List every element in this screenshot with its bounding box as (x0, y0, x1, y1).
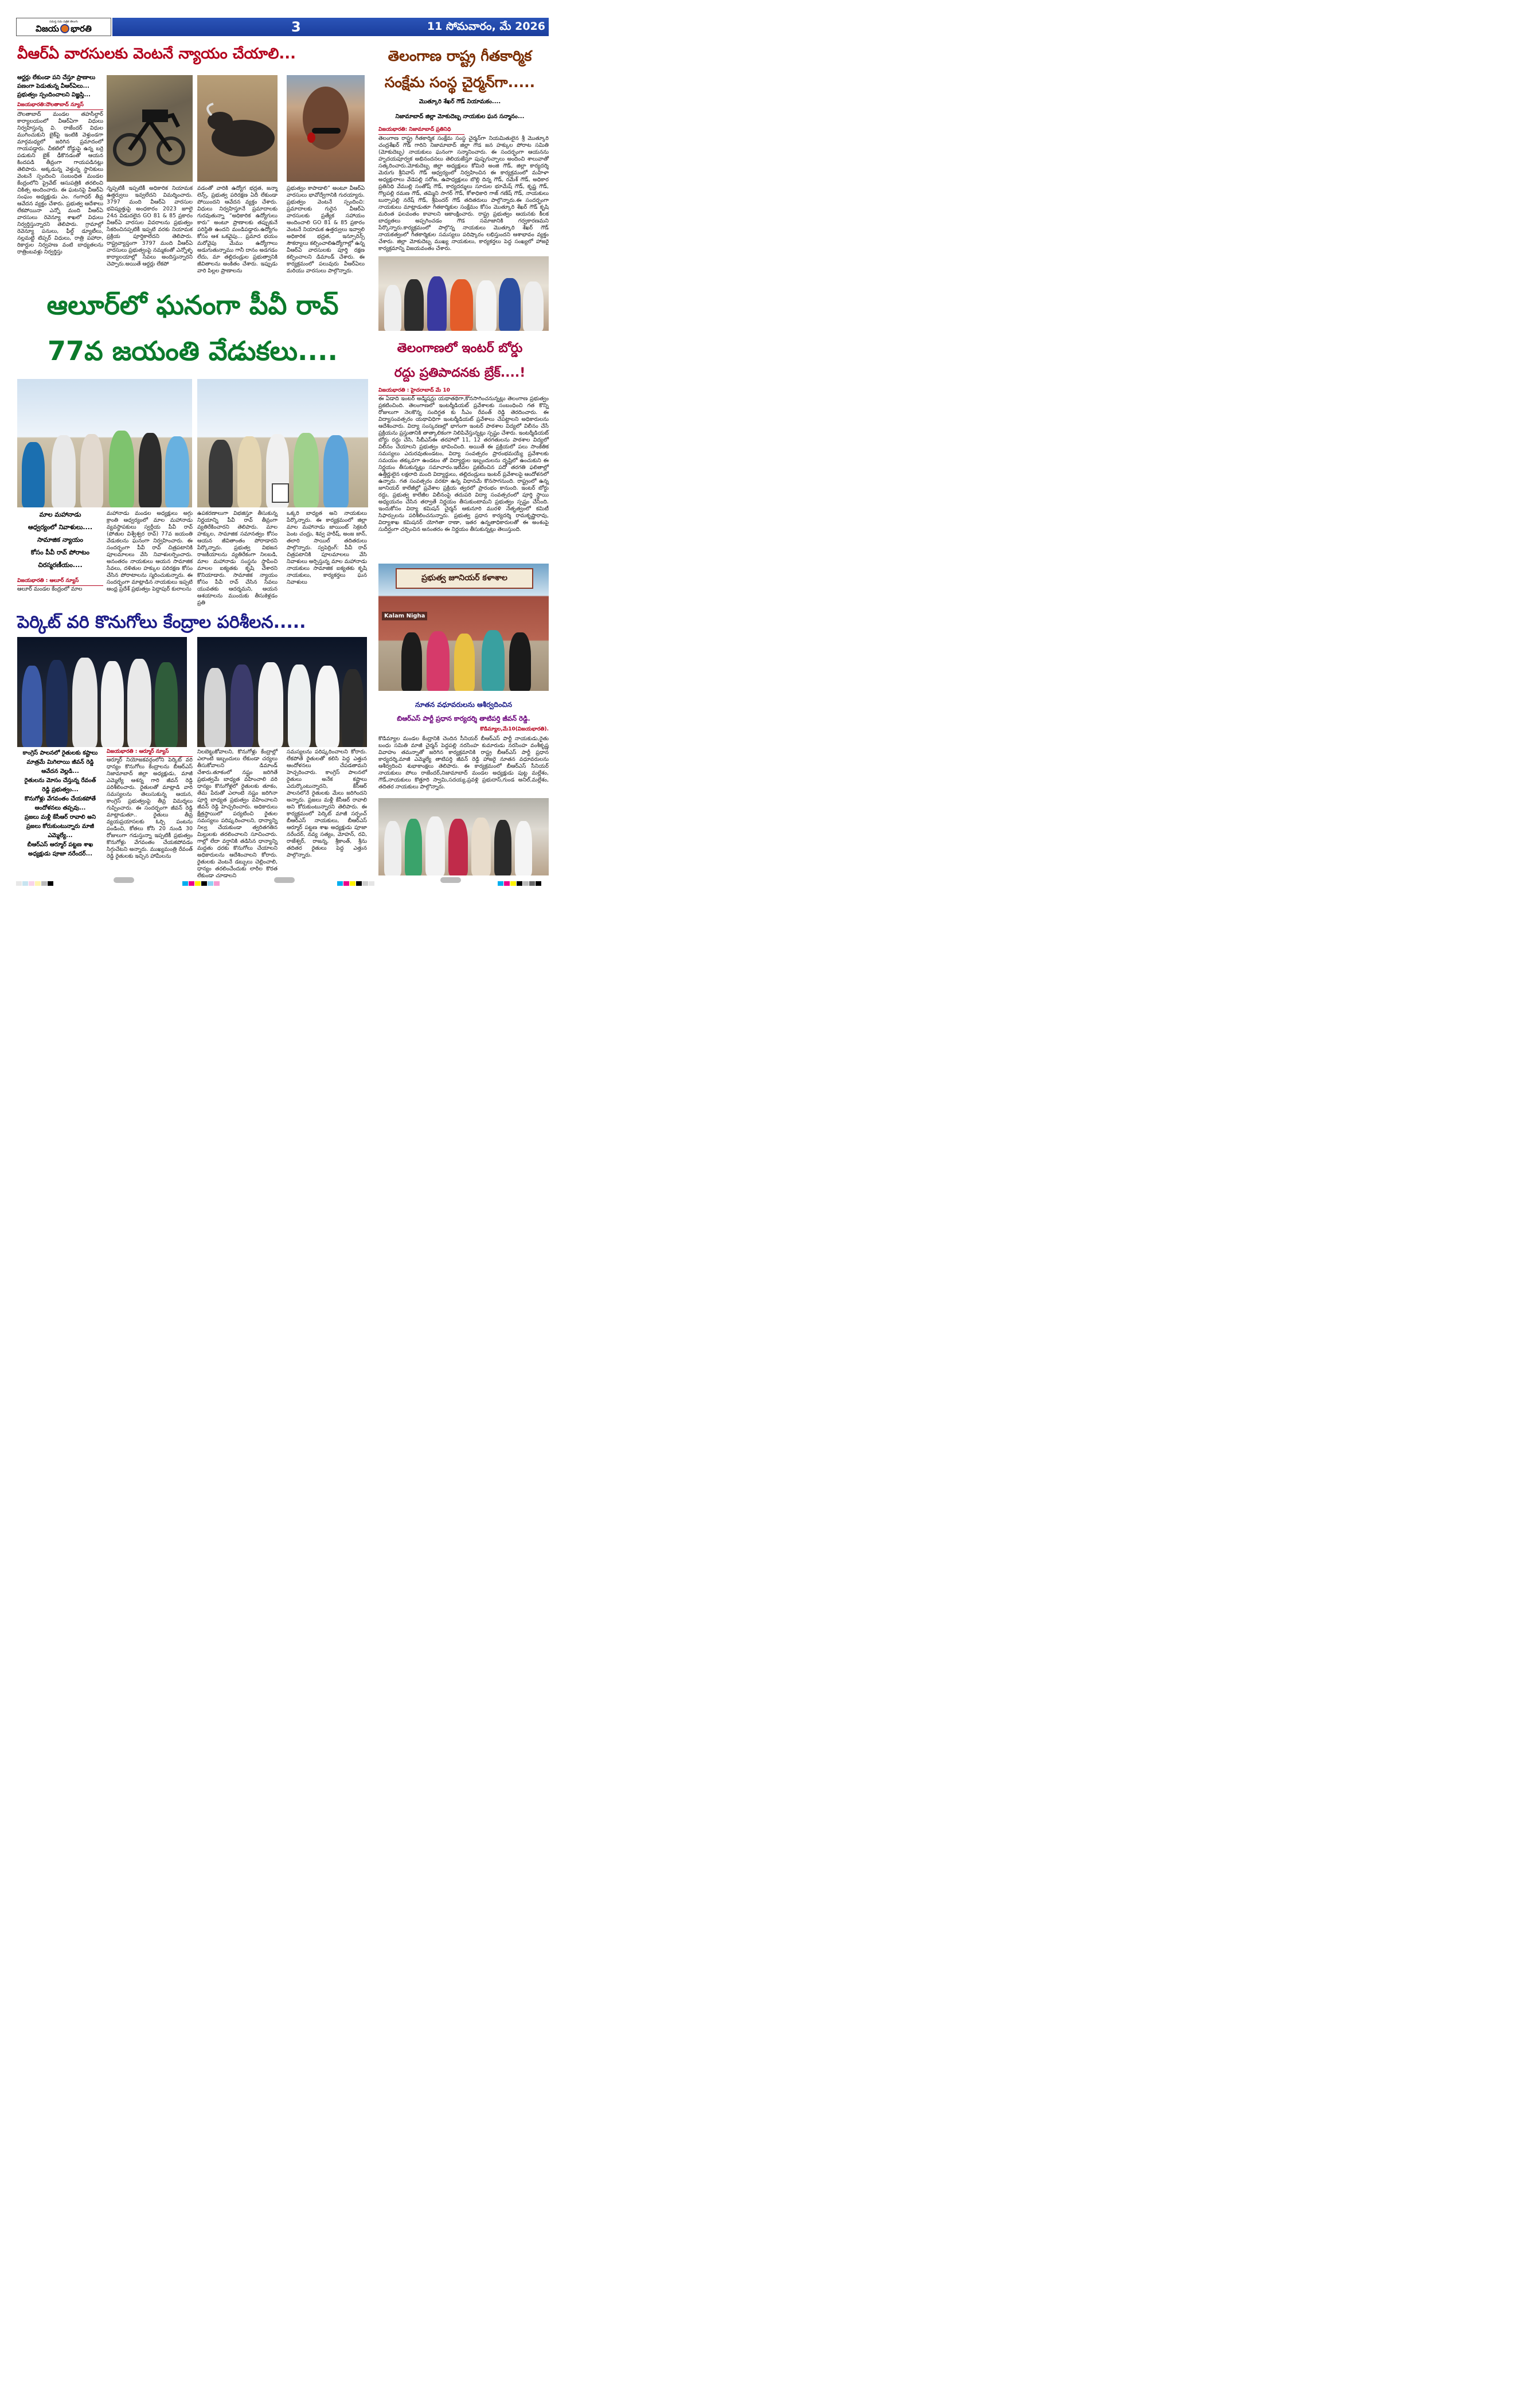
pv-photo-1 (17, 379, 192, 507)
vra-col-2: న్నప్పటికీ ఇప్పటికీ అధికారిక నియామక ఉత్తర్వులు ఇవ్వలేదని విమర్శించారు. 3797 మంది వీఆర్ఏ వారసుల భవిష్యత్తుపై అంధకారం 2023 జూలై 24న విడుదలైన GO 81 & 85 ప్రకారం వీఆర్ఏ వారసుల వివరాలను ప్రభుత్వం సేకరించినప్పటికీ ఇప్పటి వరకు నియామక ప్రక్రియ పూర్తికాలేదని తెలిపారు. రాష్ట్రవ్యాప్తంగా 3797 మంది వీఆర్ఏ వారసులు ప్రభుత్వంపై నమ్మకంతో ఎన్నోళ్ళ కార్యాలయాల్లో సేవలు అందిస్తున్నారని చెప్పారు.అయితే ఆర్డర్లు లేకపో (107, 185, 193, 267)
paddy-subhead-9: ప్రజలు కోరుకుంటున్నారు మాజీ (26, 823, 95, 830)
college-sign: ప్రభుత్వ జూనియర్ కళాశాల (396, 568, 533, 589)
wedding-photo-couple (378, 798, 549, 875)
wedding-caption-1: నూతన వధూవరులను ఆశీర్వదించిన (415, 701, 513, 709)
issue-date: 11 సోమవారం, మే 2026 (427, 20, 545, 33)
pv-headline-2: 77వ జయంతి వేడుకలు.... (48, 335, 338, 366)
wedding-caption-2: బిఆర్ఎస్ పార్టీ ప్రధాన కార్యదర్శి తాటిపర్తి జీవన్ రెడ్డి. (397, 714, 530, 722)
paddy-subhead-4: రైతులను మోసం చేస్తున్న రేవంత్ (24, 777, 96, 784)
geetha-subhead-1: మొత్కూరి శేఖర్ గౌడ్ నియామకం.... (419, 99, 501, 105)
paddy-subhead-7: ఆందోళనలు తప్పవు... (34, 805, 86, 811)
inter-credit: విజయభారతి : హైదరాబాద్ మే 10 (378, 388, 470, 396)
vra-col-1: దౌలతాబాద్ మండల తహసీల్దార్ కార్యాలయంలో వీఆర్ఏగా విధులు నిర్వహిస్తున్న వి. రాజేందర్ విధుల ముగించుకుని బైక్‌పై ఇంటికి వెళ్తుండగా మార్గమధ్యలో జరిగిన ప్రమాదంలో గాయపడ్డారు. చీకటిలో రోడ్డుపై ఉన్న బర్రె పడుకుని బైక్ ఢీకొనడంతో ఆయన కిందపడి తీవ్రంగా గాయపడినట్లు తెలిపారు. అక్కడున్న వెళ్తున్న స్థానికులు వెంటనే స్పందించి సంబంధిత మండల కేంద్రంలోని ప్రైవేట్ ఆసుపత్రికి తరలించి చికిత్స అందించారు. ఈ ఘటనపై వీఆర్ఏ సంఘం అధ్యక్షుడు ఎం. గంగాధర్ తీవ్ర ఆవేదన వ్యక్తం చేశారు. ప్రభుత్వ ఆదేశాలు లేకపోయినా ఎన్నో మంది వీఆర్ఏ వారసులు రెవెన్యూ శాఖలో విధులు నిర్వర్తిస్తున్నారని తెలిపారు. గ్రామాల్లో రెవెన్యూ పనులు, ఫీల్డ్ డ్యూటీలు, నల్లమట్టి టిప్పర్ విధులు, రాత్రి పహారా, రికార్డుల నిర్వహణ వంటి బాధ్యతలను రాత్రింబవళ్లు నిర్వర్తిస్తు (17, 111, 103, 255)
pv-subhead-4: కోసం పీవీ రావ్ పోరాటం (30, 549, 90, 556)
buffalo-icon (197, 75, 278, 182)
paddy-col-2: నిలబెట్టుకోవాలని, కొనుగోళ్లు కేంద్రాల్లో ఎలాంటి ఇబ్బందులు లేకుండా చర్యలు తీసుకోవాలని డిమాండ్ చేశారు.తూకంలో నష్టం జరిగితే ప్రభుత్వమే బాధ్యత వహించాలి వరి ధాన్యం కొనుగోళ్లలో రైతులకు తూకం, తేమ పేరుతో ఎలాంటి నష్టం జరిగినా పూర్తి బాధ్యత ప్రభుత్వం వహించాలని జీవన్ రెడ్డి హెచ్చరించారు. అధికారులు క్షేత్రస్థాయిలో పర్యటించి రైతుల సమస్యలు పరిష్కరించాలని, ధాన్యాన్ని నిల్వ చేయకుండా త్వరితగతిన మిల్లులకు తరలించాలని సూచించారు. గాల్లో లేదా వర్షానికి తడిసిన ధాన్యాన్ని మద్దతు ధరకు కొనుగోలు చేయాలని అధికారులను ఆదేశించాలని కోరారు. రైతులకు వెంటనే డబ్బులు చెల్లించాలి, ధాన్యం తరలించేందుకు లారీల కొరత లేకుండా చూడాలని (197, 749, 278, 879)
logo-name (36, 24, 92, 34)
paddy-subhead-3: ఆవేదన వెల్లడి... (41, 768, 79, 775)
vra-col-3: వడంతో వారికి ఉద్యోగ భద్రత, జన్మా లెన్స్, ప్రభుత్వ పరిరక్షణ ఏదీ లేకుండా పోయిందని ఆవేదన వ్యక్తం చేశారు. విధులు నిర్వహిస్తూనే ప్రమాదాలకు గురవుతున్నా “అధికారిక ఉద్యోగులు కారు” అంటూ ప్రాణాలకు తప్పుకునే పరిస్థితి ఉందని మండిపడ్డారు.ఉద్యోగం కోసం ఆశ ఒకవైపు... ప్రమాద భయం మరోవైపు మేము ఉద్యోగాలు అడుగుతున్నాము గానీ దానం అడగడం లేదు, మా తల్లిదండ్రుల ప్రభుత్వానికి జీవితాలను అంకితం చేశారు. ఇప్పుడు వారి పిల్లల ప్రాణాలను (197, 185, 278, 274)
pv-col-1: ఆలూర్ మండల కేంద్రంలో మాల (17, 586, 83, 592)
inter-headline-2: రద్దు ప్రతిపాదనకు బ్రేక్....! (394, 366, 526, 380)
pv-subheads (17, 509, 103, 572)
geetha-photo-felicitation (378, 256, 549, 331)
geetha-subhead-2: నిజామాబాద్ జిల్లా మోకుదెబ్బ నాయకుల ఘన సన్మానం... (395, 114, 525, 120)
paddy-subhead-10: ఎమ్మెల్యే... (48, 832, 73, 839)
pv-photo-2 (197, 379, 368, 507)
vra-subhead-1: ఆర్డర్లు లేకుండా పని చేస్తూ ప్రాణాలు (17, 75, 96, 81)
newspaper-logo (16, 18, 111, 36)
wedding-credit: కొడిమ్యాల,మే10(విజయభారతి). (480, 726, 549, 732)
logo-name-left: విజయ (36, 24, 60, 34)
logo-emblem-icon (60, 24, 69, 33)
paddy-headline: పెర్కిట్ వరి కొనుగోలు కేంద్రాల పరిశీలన..... (17, 612, 306, 632)
vra-subhead-2: పణంగా పెడుతున్న వీఆర్ఏలు... (17, 83, 89, 89)
vra-photo-injured-man (287, 75, 365, 182)
vra-subheads (17, 73, 103, 99)
logo-name-right: భారతి (71, 24, 92, 34)
paddy-photo-1 (17, 637, 187, 747)
vra-col-4: ప్రభుత్వం కాపాడాలి” అంటూ వీఆర్ఏ వారసులు భావోద్వేగానికి గురయ్యారు. ప్రభుత్వం వెంటనే స్పందించి: ప్రమాదాలకు గురైన వీఆర్ఏ వారసులకు ప్రత్యేక సహాయం అందించాలి GO 81 & 85 ప్రకారం వెంటనే నియామక ఉత్తర్వులు ఇవ్వాలి అధికారిక భద్రత, ఇన్సూరెన్స్ సౌకర్యాలు కల్పించాలిఉద్యోగాల్లో ఉన్న వీఆర్ఏ వారసులకు పూర్తి రక్షణ కల్పించాలని డిమాండ్ చేశారు. ఈ కార్యక్రమంలో పలువురు వీఆర్ఏలు మరియు వారసులు పాల్గొన్నారు. (287, 185, 365, 274)
vra-photo-bike (107, 75, 193, 182)
paddy-subhead-11: బీఆర్ఎస్ ఆర్మూర్ పట్టణ శాఖ (27, 842, 93, 848)
geetha-body: తెలంగాణ రాష్ట్ర గీతకార్మిక సంక్షేమ సంస్థ చైర్మన్‌గా నియమితులైన శ్రీ మొత్కూరి చంద్రశేఖర్ గౌడ్ గారిని నిజామాబాద్ జిల్లా గౌడ జన హక్కుల పోరాట సమితి (మోకుదెబ్బ) నాయకులు ఘనంగా సన్మానించారు. ఈ సందర్భంగా ఆయనను హృదయపూర్వక అభినందనలు తెలియజేస్తూ పుష్పగుచ్ఛాలు అందించి శాలువాతో సత్కరించారు.మోకుదెబ్బ జిల్లా అధ్యక్షులు కోమిరె అంజి గౌడ్, జిల్లా కార్యదర్శి మెరుగు శ్రీనివాస్ గౌడ్ ఆధ్వర్యంలో నిర్వహించిన ఈ కార్యక్రమంలో మహిళా అధ్యక్షురాలు వేడెపల్లి సరోజ, ఉపాధ్యక్షులు బొల్లి దిన్న గౌడ్, రమేశ్ గౌడ్, అధికార ప్రతినిధి వేముల్లి సంతోష్ గౌడ్, కార్యదర్శులు సూదుల భూమేష్ గౌడ్, కృష్ణ గౌడ్, గొల్లపల్లి రమణ గౌడ్, తమ్మిని సాగర్ గౌడ్, కోశాధికారి గాజ్ గణేష్ గౌడ్, నాయకులు బుర్సాపల్లి నరేష్ గౌడ్, శ్రీపెందర్ గౌడ్ తదితరులు పాల్గొన్నారు.ఈ సందర్భంగా నాయకులు మాట్లాడుతూ గీతకార్మికుల సంక్షేమం కోసం మొత్కూరి శేఖర్ గౌడ్ కృషి మరింత ఫలవంతం కావాలని ఆకాంక్షించారు. రాష్ట్ర ప్రభుత్వం ఆయనకు కీలక బాధ్యతలు అప్పగించడం గౌడ సమాజానికి గర్వకారణమని పేర్కొన్నారు.కార్యక్రమంలో పాల్గొన్న నాయకులు మొత్కూరి శేఖర్ గౌడ్ నాయకత్వంలో గీతకార్మికుల సమస్యలు పరిష్కారం లభిస్తుందని ఆశాభావం వ్యక్తం చేశారు. జిల్లా మోకుదెబ్బ ముఖ్య నాయకులు, కార్యకర్తలు పెద్ద సంఖ్యలో హాజరై కార్యక్రమాన్ని విజయవంతం చేశారు. (378, 135, 549, 252)
page-number: 3 (291, 19, 301, 35)
paddy-subhead-8: ప్రజలు మళ్లీ కేసీఆర్ రావాలి అని (24, 814, 96, 820)
pv-headline-1: ఆలూర్‌లో ఘనంగా పీవీ రావ్ (46, 290, 339, 320)
paddy-col-1: ఆర్మూర్ నియోజకవర్గంలోని పెర్కిట్ వరి ధాన్యం కొనుగోలు కేంద్రాలను బీఆర్ఎస్ నిజామాబాద్ జిల్లా అధ్యక్షుడు, మాజీ ఎమ్మెల్యే ఆశన్న గారి జీవన్ రెడ్డి పరిశీలించారు. రైతులతో మాట్లాడి వారి సమస్యలను తెలుసుకున్న ఆయన, కాంగ్రెస్ ప్రభుత్వంపై తీవ్ర విమర్శలు గుప్పించారు. ఈ సందర్భంగా జీవన్ రెడ్డి మాట్లాడుతూ.. రైతులు తీవ్ర వ్యయప్రయాసలకు ఓర్చి పంటను పండించి, కోతలు కోసి 20 నుండి 30 రోజులుగా గడుస్తున్నా ఇప్పటికీ ప్రభుత్వం కొనుగోళ్లు వేగవంతం చేయకపోవడం సిగ్గుచేటని అన్నారు. ముఖ్యమంత్రి రేవంత్ రెడ్డి రైతులకు ఇచ్చిన హామీలను (107, 757, 193, 859)
wedding-photo-college (378, 564, 549, 691)
vra-subhead-3: ప్రభుత్వం స్పందించాలని విజ్ఞప్తి... (17, 92, 91, 98)
pv-col-2: మహానాడు మండల అధ్యక్షులు అగ్గు క్రాంతి ఆధ్వర్యంలో మాల మహానాడు వ్యవస్థాపకులు స్వర్గీయ పీవీ రావ్ (పోతుల విశ్వేశ్వర రావ్) 77వ జయంతి వేడుకలను ఘనంగా నిర్వహించారు. ఈ సందర్భంగా పీవీ రావ్ చిత్రపటానికి పూలమాలలు వేసి నివాళులర్పించారు. అనంతరం నాయకులు ఆయన సామాజిక సేవలు, దళితుల హక్కుల పరిరక్షణ కోసం చేసిన పోరాటాలను స్మరించుకున్నారు. ఈ సందర్భంగా మాట్లాడిన నాయకులు ఇప్పటి ఆంధ్ర ప్రదేశ్ ప్రభుత్వం పెద్దాపుర్ కులాలను (107, 510, 193, 592)
paddy-subhead-2: మాత్రమే మిగిలాయి జీవన్ రెడ్డి (26, 759, 94, 765)
pv-col-3: ఉపకరణాలుగా విభజిస్తూ తీసుకున్న నిర్ణయాన్ని పీవీ రావ్ తీవ్రంగా వ్యతిరేకించారని తెలిపారు. మాల హక్కుల, సామాజిక సమానత్వం కోసం ఆయన జీవితాంతం పోరాడారని పేర్కొన్నారు. ప్రభుత్వ విభజన రాజకీయాలను వ్యతిరేకంగా నిలబడి, మాల మహానాడు సంస్థను స్థాపించి మాలల ఐక్యతకు కృషి చేశారని కొనియాడారు. సామాజిక న్యాయం కోసం పీవీ రావ్ చేసిన సేవలు యువతకు ఆదర్శమని, ఆయన ఆశయాలను ముందుకు తీసుకెళ్లడం ప్రతి (197, 510, 278, 606)
pv-col-4: ఒక్కరి బాధ్యత అని నాయకులు పేర్కొన్నారు. ఈ కార్యక్రమంలో జిల్లా మాల మహానాడు జాయింట్ సెక్రటరీ పెంట చంద్రు, శివ్వ హరీష్, అంజ జాన్, తలారి సాయిల్ తదితరులు పాల్గొన్నారు. స్వపెర్రింగ్: పీవీ రావ్ చిత్రపటానికి పూలమాలలు వేసి నివాళులు అర్పిస్తున్న మాల మహానాడు నాయకులు సామాజిక ఐక్యతకు కృషి నాయకులు, కార్యకర్తలు ఘన నివాళులు (287, 510, 367, 585)
inter-headline-1: తెలంగాణలో ఇంటర్ బోర్డు (397, 341, 523, 355)
pv-credit: విజయభారతి : ఆలూర్ న్యూస్ (17, 578, 103, 586)
pv-subhead-1: మాల మహానాడు (39, 511, 81, 518)
print-color-strip (16, 877, 549, 883)
pv-subhead-3: సామాజిక న్యాయం (37, 536, 83, 544)
paddy-subhead-5: రెడ్డి ప్రభుత్వం... (42, 787, 79, 793)
photo-watermark: Kalam Nigha (382, 612, 427, 620)
vra-photo-buffalo (197, 75, 278, 182)
portrait-frame-icon (272, 483, 289, 503)
motorcycle-icon (107, 75, 193, 182)
paddy-subhead-6: కొనుగోళ్లు వేగవంతం చేయకపోతే (24, 796, 96, 802)
masthead-bar (112, 18, 549, 36)
geetha-headline-2: సంక్షేమ సంస్థ చైర్మన్‌గా..... (384, 74, 536, 91)
paddy-photo-2 (197, 637, 367, 747)
masthead (16, 18, 549, 36)
wedding-body: కొడిమ్యాల మండల కేంద్రానికి చెందిన సీనియర్ బీఆర్ఎస్ పార్టీ నాయకుడు,రైతు బంధు సమితి మాజీ చైర్మన్ పెద్దపల్లి నరసింహ కుమారుడు నరసింహ వంశీకృష్ణ వివాహం తమన్నాతో జరిగిన కార్యక్రమానికి రాష్ట్ర బీఆర్ఎస్ పార్టీ ప్రధాన కార్యదర్శి,మాజీ ఎమ్మెల్యే తాటిపర్తి జీవన్ రెడ్డి హాజరై నూతన వధూవరులను ఆశీర్వదించి శుభాకాంక్షలు తెలిపారు. ఈ కార్యక్రమంలో బీఆర్ఎస్ సీనియర్ నాయకులు పోలు రాజేందర్,నిజామాబాద్ మండల అధ్యక్షుడు పుట్ట మల్లేశం, గౌడ్,నాయకులు కొత్తూరి స్వామి,సదయ్య,ప్రవళ్లి ప్రభుదాస్,గుండ అనిల్,మల్లేశం, తదితర నాయకులు పాల్గొన్నారు. (378, 736, 549, 790)
inter-body: ఈ ఏడాది ఇంటర్ అడ్మిషన్లు యథాతథిగా,కొనసాగించనున్నట్లు తెలంగాణ ప్రభుత్వం ప్రకటించింది. తెలంగాణలో ఇంటర్మీడియట్ ప్రవేశాలకు సంబంధించి గత కొన్ని రోజులుగా నెలకొన్న సందిగ్ధత కు సీఎం రేవంత్ రెడ్డి తెరదించారు. ఈ విద్యాసంవత్సరం యథావిధిగా ఇంటర్మీడియట్ ప్రవేశాలు చేపట్టాలని అధికారులను ఆదేశించారు. విద్యా సంస్కరణల్లో భాగంగా ఇంటర్ పాఠశాల విద్యలో విలీనం చేసే ప్రక్రియను ప్రస్తుతానికి తాత్కాలికంగా నిలిపివేస్తున్నట్లు స్పష్టం చేశారు. ఇంటర్మీడియట్ బోర్డు రద్దు చేసి, సీబీఎస్ఈ తరహాలో 11, 12 తరగతులను పాఠశాల విద్యలో విలీనం చేయాలని ప్రభుత్వం భావించింది. అయితే ఈ ప్రక్రియలో పలు సాంకేతిక సమస్యలు ఎదురవుతుండటం, విద్యా సంవత్సరం ప్రారంభమయ్యే ప్రవేశాలకు సమయం తక్కువగా ఉండటం తో విద్యార్థుల ఇబ్బందులను దృష్టిలో ఉంచుకుని ఈ నిర్ణయం తీసుకున్నట్లు సమాచారం.ఇటీవల ప్రకటించిన పదో తరగతి ఫలితాల్లో ఉత్తీర్ణులైన లక్షలాది మంది విద్యార్థులు, తల్లిదండ్రులు ఇంటర్ ప్రవేశాలపై ఆందోళనలో ఉన్నారు. గత సంవత్సరం వరకూ ఉన్న విధానమే కొనసాగనుంది. రాష్ట్రంలో ఉన్న జూనియర్ కాలేజీల్లో ప్రవేశాల ప్రక్రియ త్వరలో ప్రారంభం కానుంది. ఇంటర్ బోర్డు రద్దు, ప్రభుత్వ కాలేజీల విలీనంపై తదుపరి విద్యా సంవత్సరంలో పూర్తి స్థాయి అధ్యయనం చేసిన తర్వాతే నిర్ణయం తీసుకుంటామని ప్రభుత్వం స్పష్టం చేసింది. ఇందుకోసం విద్యా కమిషన్ చైర్మన్ ఆకునూరి మురళి నేతృత్వంలో కమిటీ సిఫార్సులను పరిశీలించనున్నారు. ప్రభుత్వ ప్రధాన కార్యదర్శి రామకృష్ణారావు, విద్యాశాఖ కమిషనర్ యోగితా రాణా, ఇతర ఉన్నతాధికారులతో ఈ అంశంపై సుదీర్ఘంగా చర్చించిన అనంతరం ఈ నిర్ణయం తీసుకున్నట్లు తెలుస్తుంది. (378, 396, 549, 533)
vra-credit: విజయభారతి:దౌలతాబాద్ న్యూస్ (17, 102, 103, 110)
paddy-subheads (17, 749, 103, 859)
geetha-credit: విజయభారతి: నిజామాబాద్ ప్రతినిధి (378, 127, 464, 135)
vra-headline: వీఆర్ఏ వారసులకు వెంటనే న్యాయం చేయాలి... (17, 45, 296, 62)
logo-tagline: సమస్త సమ పత్రిక తెలుగు (49, 20, 78, 24)
paddy-col-3: సమస్యలను పరిష్కరించాలని కోరారు. లేకపోతే రైతులతో కలిసి పెద్ద ఎత్తున ఆందోళనలు చేపడతామని హెచ్చరించారు. కాంగ్రెస్ పాలనలో రైతులు అనేక కష్టాలు ఎదుర్కొంటున్నారని, కేసీఆర్ పాలనలోనే రైతులకు మేలు జరిగిందని అన్నారు. ప్రజలు మళ్లీ కేసీఆర్ రావాలి అని కోరుకుంటున్నారని తెలిపారు. ఈ కార్యక్రమంలో పెర్కిట్ మాజీ సర్పంచ్ బీఆర్ఎస్ నాయకులు, బీఆర్ఎస్ ఆర్మూర్ పట్టణ శాఖ అధ్యక్షుడు పూజా నరేందర్, నవ్య సత్యం, మోహన్, రవి, రాజేశ్వర్, రాజన్న, శ్రీకాంత్, శ్రీను తదితర రైతులు పెద్ద ఎత్తున పాల్గొన్నారు. (287, 749, 367, 858)
geetha-headline-1: తెలంగాణ రాష్ట్ర గీతకార్మిక (388, 48, 532, 64)
paddy-credit: విజయభారతి : ఆర్మూర్ న్యూస్ (107, 749, 193, 757)
paddy-subhead-12: అధ్యక్షుడు పూజా నరేందర్... (28, 851, 93, 857)
pv-subhead-2: ఆధ్వర్యంలో నివాళులు.... (28, 523, 93, 531)
pv-subhead-5: చిరస్మరణీయం.... (38, 561, 83, 569)
paddy-subhead-1: కాంగ్రెస్ పాలనలో రైతులకు కష్టాలు (22, 750, 98, 756)
